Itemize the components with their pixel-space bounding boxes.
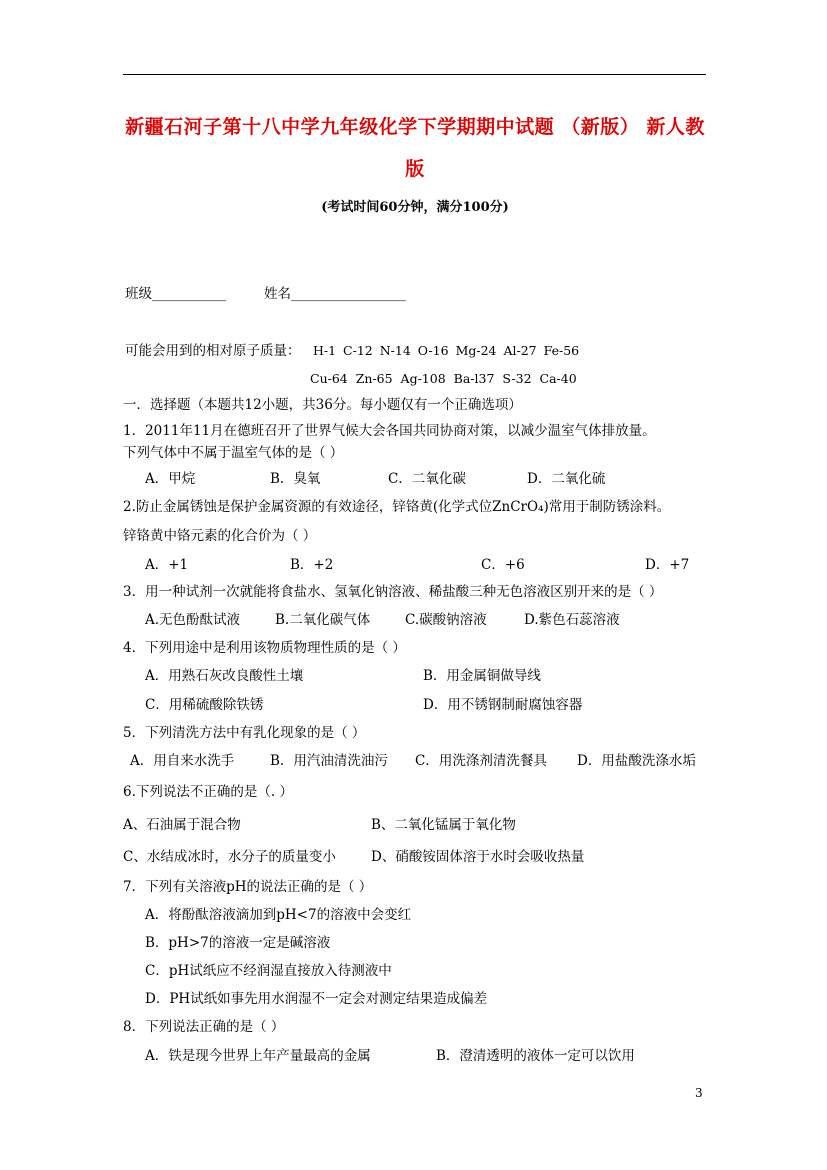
question-4-stem: 4．下列用途中是利用该物质物理性质的是（ ） xyxy=(123,640,406,656)
question-5-option-d: D．用盐酸洗涤水垢 xyxy=(577,753,696,769)
question-4-option-d: D．用不锈钢制耐腐蚀容器 xyxy=(423,697,583,713)
question-2-option-d: D．+7 xyxy=(645,557,690,573)
question-3-option-a: A.无色酚酞试液 xyxy=(145,612,241,628)
question-1-option-d: D．二氧化硫 xyxy=(527,471,606,487)
question-2-option-c: C．+6 xyxy=(481,557,525,573)
class-field: 班级___________ xyxy=(125,286,227,302)
question-7-stem: 7．下列有关溶液pH的说法正确的是（ ） xyxy=(123,879,373,895)
question-2-stem-cont: 锌铬黄中铬元素的化合价为（ ） xyxy=(123,528,317,544)
atomic-masses-row2: Cu-64 Zn-65 Ag-108 Ba-l37 S-32 Ca-40 xyxy=(310,371,577,386)
question-1-stem-cont: 下列气体中不属于温室气体的是（ ） xyxy=(123,445,344,461)
section-heading: 一．选择题（本题共12小题，共36分。每小题仅有一个正确选项） xyxy=(123,397,522,413)
question-2-option-b: B．+2 xyxy=(290,557,334,573)
question-1-option-c: C．二氧化碳 xyxy=(388,471,466,487)
question-4-option-b: B．用金属铜做导线 xyxy=(423,668,541,684)
question-5-option-b: B．用汽油清洗油污 xyxy=(270,753,388,769)
question-3-stem: 3．用一种试剂一次就能将食盐水、氢氧化钠溶液、稀盐酸三种无色溶液区别开来的是（ ） xyxy=(123,584,663,600)
document-title-line2: 版 xyxy=(405,158,425,180)
header-rule xyxy=(123,74,706,75)
question-4-option-c: C．用稀硫酸除铁锈 xyxy=(145,697,264,713)
page-number: 3 xyxy=(695,1086,703,1100)
question-7-option-c: C．pH试纸应不经润湿直接放入待测液中 xyxy=(145,963,392,979)
question-8-option-a: A．铁是现今世界上年产量最高的金属 xyxy=(145,1048,371,1064)
question-8-option-b: B．澄清透明的液体一定可以饮用 xyxy=(436,1048,635,1064)
question-7-option-d: D．PH试纸如事先用水润湿不一定会对测定结果造成偏差 xyxy=(145,991,488,1007)
question-5-option-a: A．用自来水洗手 xyxy=(130,753,235,769)
question-5-stem: 5．下列清洗方法中有乳化现象的是（ ） xyxy=(123,725,366,741)
question-1-stem: 1．2011年11月在德班召开了世界气候大会各国共同协商对策，以减少温室气体排放量。 xyxy=(123,423,656,439)
question-2-option-a: A．+1 xyxy=(145,557,189,573)
question-3-option-b: B.二氧化碳气体 xyxy=(275,612,371,628)
question-3-option-d: D.紫色石蕊溶液 xyxy=(524,612,620,628)
question-8-stem: 8．下列说法正确的是（ ） xyxy=(123,1019,285,1035)
question-1-option-b: B．臭氧 xyxy=(270,471,321,487)
name-field: 姓名_________________ xyxy=(264,286,406,302)
question-6-option-c: C、水结成冰时，水分子的质量变小 xyxy=(123,849,336,865)
exam-info: (考试时间60分钟，满分100分) xyxy=(321,200,509,215)
question-7-option-a: A．将酚酞溶液滴加到pH<7的溶液中会变红 xyxy=(145,907,412,923)
question-5-option-c: C．用洗涤剂清洗餐具 xyxy=(415,753,547,769)
question-6-stem: 6.下列说法不正确的是（. ） xyxy=(123,784,293,800)
question-1-option-a: A．甲烷 xyxy=(145,471,196,487)
document-title-line1: 新疆石河子第十八中学九年级化学下学期期中试题 （新版） 新人教 xyxy=(125,116,705,138)
question-4-option-a: A．用熟石灰改良酸性土壤 xyxy=(145,668,304,684)
question-6-option-d: D、硝酸铵固体溶于水时会吸收热量 xyxy=(371,849,585,865)
question-2-stem: 2.防止金属锈蚀是保护金属资源的有效途径，锌铬黄(化学式位ZnCrO₄)常用于制防锈涂料。 xyxy=(123,499,671,515)
question-3-option-c: C.碳酸钠溶液 xyxy=(405,612,487,628)
atomic-masses-row1: H-1 C-12 N-14 O-16 Mg-24 Al-27 Fe-56 xyxy=(313,343,580,358)
atomic-mass-label: 可能会用到的相对原子质量： xyxy=(125,343,301,359)
question-7-option-b: B．pH>7的溶液一定是碱溶液 xyxy=(145,935,331,951)
question-6-option-b: B、二氧化锰属于氧化物 xyxy=(371,817,516,833)
question-6-option-a: A、石油属于混合物 xyxy=(123,817,241,833)
